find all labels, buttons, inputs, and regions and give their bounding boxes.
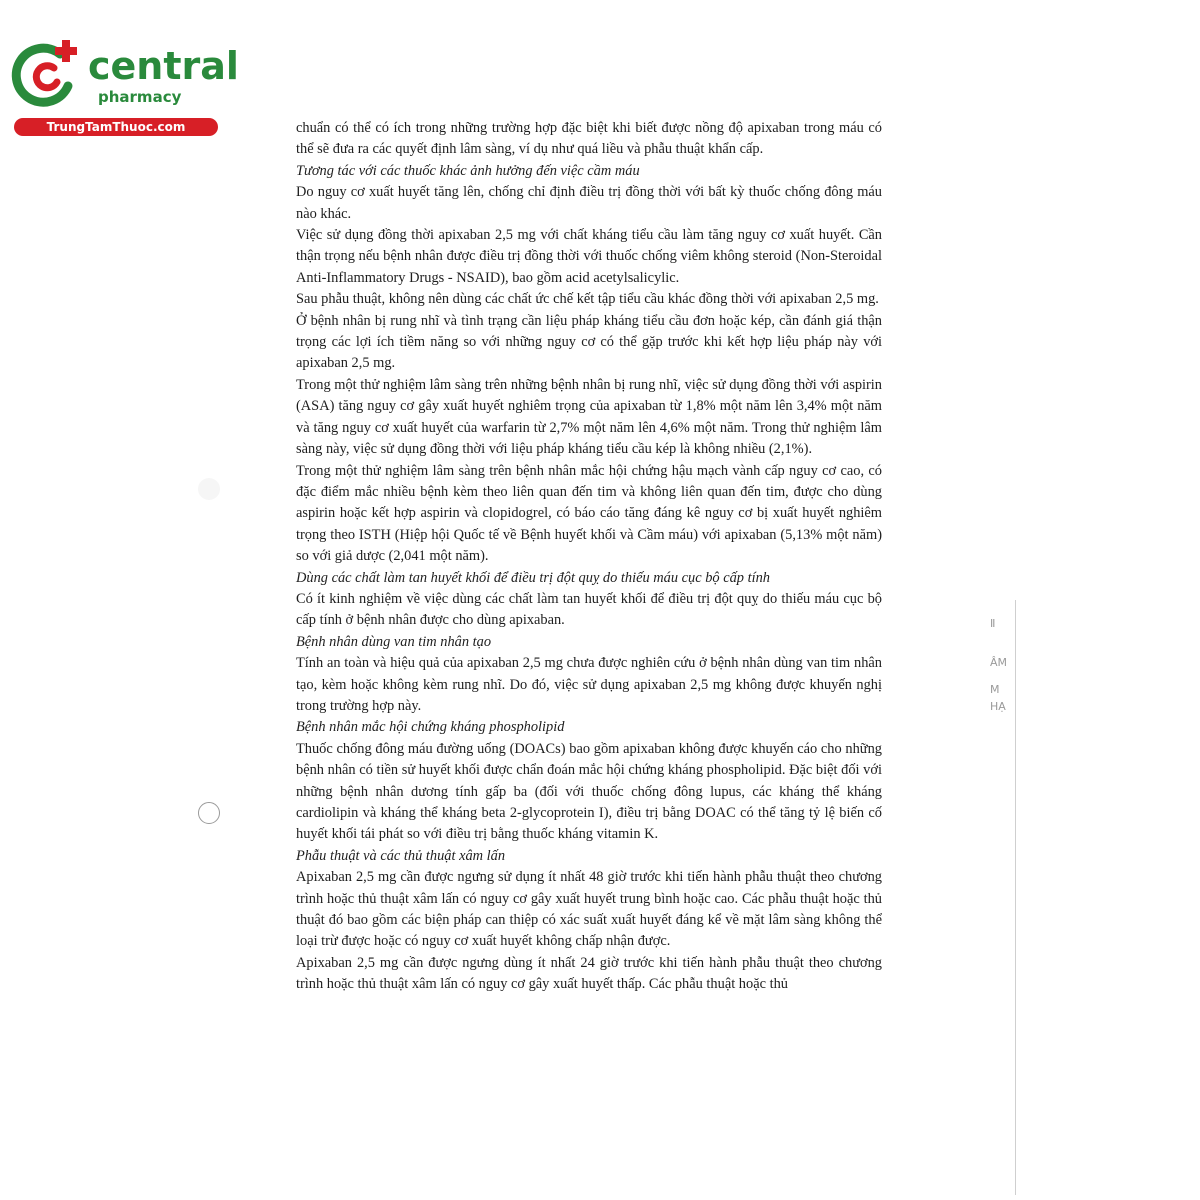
margin-stamp-text: M	[990, 683, 1000, 696]
section-heading: Bệnh nhân dùng van tim nhân tạo	[296, 633, 492, 650]
paragraph: Apixaban 2,5 mg cần được ngưng dùng ít nhất 24 giờ trước khi tiến hành phẫu thuật theo chương trình hoặc thủ thuật xâm lấn có nguy cơ gây xuất huyết thấp. Các phẫu thuật hoặc thủ	[296, 954, 882, 993]
margin-stamp-text: Ⅱ	[990, 617, 996, 630]
logo-brand-subtitle: pharmacy	[98, 88, 182, 106]
paragraph: Tính an toàn và hiệu quả của apixaban 2,5 mg chưa được nghiên cứu ở bệnh nhân dùng van tim nhân tạo, kèm hoặc không kèm rung nhĩ. Do đó, việc sử dụng apixaban 2,5 mg không được khuyến nghị trong trường hợp này.	[296, 655, 882, 714]
punch-hole	[198, 802, 220, 824]
paragraph: Việc sử dụng đồng thời apixaban 2,5 mg với chất kháng tiểu cầu làm tăng nguy cơ xuất huyết. Cần thận trọng nếu bệnh nhân được điều trị đồng thời với thuốc chống viêm không steroid (Non-Steroidal Anti-Inflammatory Drugs - NSAID), bao gồm acid acetylsalicylic.	[296, 227, 882, 286]
section-heading: Bệnh nhân mắc hội chứng kháng phospholipid	[296, 719, 565, 736]
document-body	[296, 118, 882, 996]
paragraph: Ở bệnh nhân bị rung nhĩ và tình trạng cần liệu pháp kháng tiểu cầu đơn hoặc kép, cần đánh giá thận trọng các lợi ích tiềm năng so với những nguy cơ có thể gặp trước khi kết hợp liệu pháp này với apixaban 2,5 mg.	[296, 312, 882, 372]
section-heading: Tương tác với các thuốc khác ảnh hưởng đến việc cầm máu	[296, 162, 640, 179]
paragraph: Có ít kinh nghiệm về việc dùng các chất làm tan huyết khối để điều trị đột quỵ do thiếu máu cục bộ cấp tính ở bệnh nhân được cho dùng apixaban.	[296, 590, 882, 629]
central-pharmacy-logo[interactable]	[10, 38, 239, 136]
paragraph: chuẩn có thể có ích trong những trường hợp đặc biệt khi biết được nồng độ apixaban trong máu có thể sẽ đưa ra các quyết định lâm sàng, ví dụ như quá liều và phẫu thuật khẩn cấp.	[296, 120, 882, 158]
paragraph: Trong một thử nghiệm lâm sàng trên bệnh nhân mắc hội chứng hậu mạch vành cấp nguy cơ cao, có đặc điểm mắc nhiều bệnh kèm theo liên quan đến tim và không liên quan đến tim, được cho dùng aspirin hoặc kết hợp aspirin và clopidogrel, có báo cáo tăng đáng kê nguy cơ bị xuất huyết nghiêm trọng theo ISTH (Hiệp hội Quốc tế về Bệnh huyết khối và Cầm máu) với apixaban (5,13% một năm) so với giả dược (2,041 một năm).	[296, 462, 882, 565]
margin-stamp-text: HẠ	[990, 700, 1006, 713]
paragraph: Sau phẫu thuật, không nên dùng các chất ức chế kết tập tiểu cầu khác đồng thời với apixaban 2,5 mg.	[296, 291, 879, 308]
pharmacy-cross-logo-icon	[10, 38, 82, 110]
paragraph: Do nguy cơ xuất huyết tăng lên, chống chỉ định điều trị đồng thời với bất kỳ thuốc chống đông máu nào khác.	[296, 184, 882, 222]
logo-website-banner[interactable]: TrungTamThuoc.com	[14, 118, 218, 136]
margin-stamp	[990, 615, 1024, 715]
paragraph: Thuốc chống đông máu đường uống (DOACs) bao gồm apixaban không được khuyến cáo cho những bệnh nhân có tiền sử huyết khối được chẩn đoán mắc hội chứng kháng phospholipid. Đặc biệt đối với những bệnh nhân dương tính gấp ba (đối với thuốc chống đông lupus, các kháng thể kháng cardiolipin và kháng thể kháng beta 2-glycoprotein I), điều trị bằng DOAC có thể tăng tỷ lệ biến cố huyết khối tái phát so với điều trị bằng thuốc kháng vitamin K.	[296, 740, 882, 843]
margin-stamp-text: ÂM	[990, 656, 1008, 669]
section-heading: Phẫu thuật và các thủ thuật xâm lấn	[296, 847, 506, 864]
scan-smudge	[198, 478, 220, 500]
paragraph: Trong một thử nghiệm lâm sàng trên những bệnh nhân bị rung nhĩ, việc sử dụng đồng thời với aspirin (ASA) tăng nguy cơ gây xuất huyết nghiêm trọng của apixaban từ 1,8% một năm lên 3,4% một năm và tăng nguy cơ xuất huyết của warfarin từ 2,7% một năm lên 4,6% một năm. Trong thử nghiệm lâm sàng này, việc sử dụng đồng thời với liệu pháp kháng tiểu cầu kép là không nhiều (2,1%).	[296, 376, 882, 458]
paragraph: Apixaban 2,5 mg cần được ngưng sử dụng ít nhất 48 giờ trước khi tiến hành phẫu thuật theo chương trình hoặc thủ thuật xâm lấn có nguy cơ gây xuất huyết trung bình hoặc cao. Các phẫu thuật hoặc thủ thuật đó bao gồm các biện pháp can thiệp có xác suất xuất huyết đáng kể về mặt lâm sàng không thể loại trừ được hoặc có nguy cơ xuất huyết không chấp nhận được.	[296, 869, 882, 950]
section-heading: Dùng các chất làm tan huyết khối để điều trị đột quỵ do thiếu máu cục bộ cấp tính	[296, 569, 770, 586]
logo-brand-name: central	[88, 44, 239, 88]
